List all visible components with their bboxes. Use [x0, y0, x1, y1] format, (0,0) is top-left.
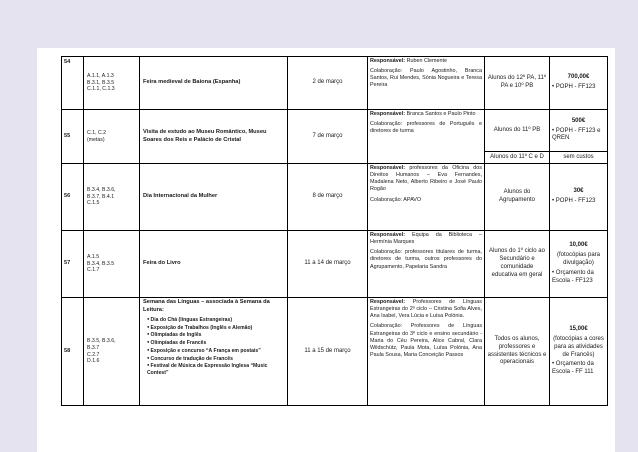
activities-table	[61, 56, 608, 406]
responsible-text: Equipa da Biblioteca – Hermínia Marques	[370, 232, 482, 246]
responsible-text: Branca Santos e Paulo Pinto	[406, 111, 476, 117]
code-line: B.3.5, B.3.6,	[87, 337, 116, 344]
goal-codes	[84, 231, 140, 298]
sub-activity-item: ● Olimpíadas de Francês	[147, 339, 285, 347]
code-line: B.3.4, B.3.6,	[87, 186, 116, 193]
collab-label: Colaboração:	[370, 323, 403, 330]
responsible-text: Ruben Clemente	[406, 58, 448, 64]
responsible-cell	[368, 164, 485, 231]
code-line: B.3.4, B.3.5	[87, 260, 115, 267]
activity-number: 58	[62, 298, 84, 406]
cost-amount: 700,00€	[567, 74, 590, 81]
collab-text: professores titulares de turma, diretores de turma, outros professores do Agrupamento, Papelaria Sandra	[370, 249, 482, 270]
collab-label: Colaboração:	[370, 196, 403, 203]
goal-codes	[84, 57, 140, 110]
collab-label: Colaboração:	[370, 249, 403, 256]
activity-date: 8 de março	[288, 164, 368, 231]
collab-text: Paulo Agostinho, Branca Santos, Rui Mendes, Sónia Nogueira e Teresa Pereira	[370, 68, 483, 89]
code-line: C.1.5	[87, 200, 100, 207]
goal-codes	[84, 164, 140, 231]
responsible-label: Responsável:	[370, 58, 406, 64]
funding-item: • Orçamento da Escola - FF 111	[552, 361, 605, 377]
sub-activity-item: ● Festival de Música de Expressão Inglesa “Music Contest”	[147, 362, 285, 376]
sub-activity-item: ● Exposição e concurso “A França em postais”	[147, 347, 285, 355]
code-line: B.3.7	[87, 344, 100, 351]
collab-text: APAVO	[403, 196, 422, 203]
cost-amount: 30€	[573, 188, 584, 195]
table-row-57	[62, 231, 608, 298]
document-page	[37, 48, 615, 452]
code-line: D.1.6	[87, 358, 100, 365]
table-row-55	[62, 110, 608, 152]
cost-secondary: sem custos	[550, 152, 608, 164]
cost-cell	[550, 298, 608, 406]
code-line: C.1, C.2	[87, 129, 107, 136]
activity-title: Feira medieval de Baiona (Espanha)	[140, 57, 288, 110]
sub-activity-item: ● Concurso de tradução de Francês	[147, 355, 285, 363]
activity-title: Dia Internacional da Mulher	[140, 164, 288, 231]
table-row-54	[62, 57, 608, 110]
code-line: B.3.1, B.3.5	[87, 79, 115, 86]
activity-date: 2 de março	[288, 57, 368, 110]
collab-label: Colaboração:	[370, 68, 403, 75]
activity-date: 7 de março	[288, 110, 368, 164]
responsible-text: Professores de Línguas Estrangeiras do 2º ciclo – Cristina Sofia Alves, Ana Isabel, Vera Lúcia e Luísa Polónia.	[370, 299, 483, 320]
target-audience: Alunos do Agrupamento	[485, 164, 550, 231]
sub-activity-item: ● Exposição de Trabalhos (Inglês e Alemão)	[147, 324, 285, 332]
target-audience: Alunos do 1º ciclo ao Secundário e comunidade educativa em geral	[485, 231, 550, 298]
collab-text: professores de Português e diretores de turma	[370, 121, 482, 135]
funding-item: • POPH - FF123	[552, 84, 605, 92]
target-audience: Alunos do 11º PB	[485, 110, 550, 152]
cost-cell	[550, 231, 608, 298]
activity-title: Visita de estudo ao Museu Romântico, Museu Soares dos Reis e Palácio de Cristal	[140, 110, 288, 164]
responsible-text: professores da Oficina dos Direitos Humanos – Eva Fernandes, Madalena Neto, Alberto Ribeiro e José Paulo Rogão	[370, 165, 482, 193]
cost-amount: 500€	[571, 117, 586, 124]
target-audience-secondary: Alunos do 11º C e D	[485, 152, 550, 164]
responsible-label: Responsável:	[370, 232, 406, 238]
activity-date: 11 a 14 de março	[288, 231, 368, 298]
responsible-cell	[368, 57, 485, 110]
cost-note: (fotocópias a cores para as atividades de Francês)	[553, 335, 604, 358]
sub-activity-list	[147, 316, 285, 377]
responsible-label: Responsável:	[370, 299, 406, 305]
sub-activity-item: ● Olimpíadas de Inglês	[147, 331, 285, 339]
code-line: C.1.7	[87, 267, 100, 274]
code-line: A.1.5	[87, 253, 100, 260]
funding-item: • POPH - FF123 e QREN	[552, 128, 605, 144]
goal-codes	[84, 298, 140, 406]
table-row-58	[62, 298, 608, 406]
collab-text: Professores de Línguas Estrangeiras do 3º ciclo e ensino secundário - Maria do Céu Pereira, Alice Cabral, Clara Wildschütz, Paula Mota, Luísa Polónia, Ana Paula Sousa, Maria Conceição Passos	[370, 323, 483, 358]
sub-activity-item: ● Dia do Chá (línguas Estrangeiras)	[147, 316, 285, 324]
activity-number: 54	[62, 57, 84, 110]
activity-title: Semana das Línguas – associada à Semana da Leitura:	[143, 299, 270, 313]
responsible-label: Responsável:	[370, 111, 406, 117]
cost-cell	[550, 57, 608, 110]
activity-cell	[140, 298, 288, 406]
cost-amount: 15,00€	[569, 325, 588, 332]
activity-number: 55	[62, 110, 84, 164]
activity-date: 11 a 15 de março	[288, 298, 368, 406]
funding-item: • POPH - FF123	[552, 198, 605, 206]
target-audience: Todos os alunos, professores e assistentes técnicos e operacionais	[485, 298, 550, 406]
activity-title: Feira do Livro	[140, 231, 288, 298]
code-line: A.1.1, A.1.3	[87, 72, 114, 79]
table-row-56	[62, 164, 608, 231]
responsible-cell	[368, 110, 485, 164]
activity-number: 56	[62, 164, 84, 231]
responsible-label: Responsável:	[370, 165, 406, 171]
cost-note: (fotocópias para divulgação)	[556, 252, 601, 267]
collab-label: Colaboração:	[370, 121, 403, 128]
funding-item: • Orçamento da Escola - FF123	[552, 270, 605, 286]
target-audience: Alunos do 12º PA, 11º PA e 10º PB	[485, 57, 550, 110]
code-line: C.2.7	[87, 351, 100, 358]
cost-amount: 10,00€	[569, 242, 588, 249]
code-line: (metas)	[87, 136, 105, 143]
responsible-cell	[368, 231, 485, 298]
goal-codes	[84, 110, 140, 164]
responsible-cell	[368, 298, 485, 406]
code-line: C.1.1, C.1.3	[87, 86, 115, 93]
code-line: B.3.7, B.4.1	[87, 193, 115, 200]
cost-cell	[550, 110, 608, 152]
cost-cell	[550, 164, 608, 231]
activity-number: 57	[62, 231, 84, 298]
